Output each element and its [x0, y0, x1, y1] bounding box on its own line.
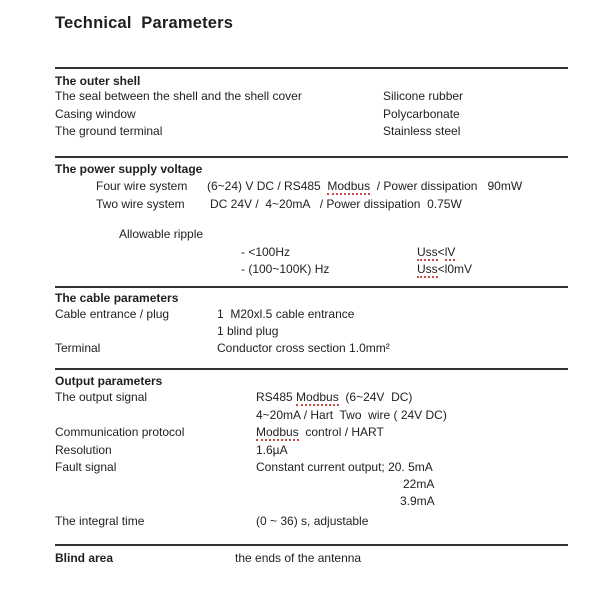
param-value: (0 ~ 36) s, adjustable	[256, 514, 369, 528]
section-divider	[55, 156, 568, 158]
ripple-limit	[417, 245, 455, 259]
param-value: 1 blind plug	[217, 324, 279, 338]
page-title: Technical Parameters	[55, 14, 234, 32]
spellcheck-marked-word: Uss	[417, 245, 438, 259]
param-value: Conductor cross section 1.0mm²	[217, 341, 390, 355]
section-divider	[55, 67, 568, 69]
param-label: The output signal	[55, 390, 148, 404]
value-text: / Power dissipation 90mW	[370, 179, 523, 193]
value-text: (6~24) V DC / RS485	[207, 179, 328, 193]
ripple-limit	[417, 262, 472, 276]
param-value: Silicone rubber	[383, 89, 464, 103]
param-value: 4~20mA / Hart Two wire ( 24V DC)	[256, 408, 447, 422]
param-value	[207, 179, 522, 193]
section-divider	[55, 368, 568, 370]
spellcheck-marked-word: Modbus	[296, 390, 339, 404]
section-heading-output: Output parameters	[55, 374, 163, 388]
value-text: RS485	[256, 390, 297, 404]
param-value	[256, 390, 412, 404]
ripple-frequency: - (100~100K) Hz	[241, 262, 330, 276]
ripple-frequency: - <100Hz	[241, 245, 291, 259]
param-label: Resolution	[55, 443, 112, 457]
value-text: <l0mV	[437, 262, 473, 276]
param-value: DC 24V / 4~20mA / Power dissipation 0.75W	[210, 197, 462, 211]
section-heading-cable: The cable parameters	[55, 291, 179, 305]
param-label: Fault signal	[55, 460, 117, 474]
section-heading-blind-area: Blind area	[55, 551, 114, 565]
param-value: Polycarbonate	[383, 107, 460, 121]
param-label: Two wire system	[96, 197, 185, 211]
param-label: Casing window	[55, 107, 136, 121]
param-label: The seal between the shell and the shell cover	[55, 89, 302, 103]
spellcheck-marked-word: lV	[444, 245, 456, 259]
value-text: (6~24V DC)	[338, 390, 413, 404]
section-divider	[55, 286, 568, 288]
param-value: 1 M20xl.5 cable entrance	[217, 307, 355, 321]
param-label: Communication protocol	[55, 425, 185, 439]
param-label: Allowable ripple	[119, 227, 204, 241]
param-value	[256, 425, 384, 439]
param-value: Stainless steel	[383, 124, 461, 138]
spellcheck-marked-word: Uss	[417, 262, 438, 276]
section-heading-outer-shell: The outer shell	[55, 74, 141, 88]
spellcheck-marked-word: Modbus	[256, 425, 299, 439]
value-text: <	[437, 245, 445, 259]
section-heading-power-supply: The power supply voltage	[55, 162, 203, 176]
param-value: 1.6µA	[256, 443, 288, 457]
param-label: The ground terminal	[55, 124, 163, 138]
value-text: control / HART	[298, 425, 384, 439]
param-value: 3.9mA	[400, 494, 435, 508]
spellcheck-marked-word: Modbus	[327, 179, 371, 193]
param-label: Cable entrance / plug	[55, 307, 170, 321]
param-label: Four wire system	[96, 179, 188, 193]
param-label: The integral time	[55, 514, 145, 528]
param-value: the ends of the antenna	[235, 551, 362, 565]
param-label: Terminal	[55, 341, 101, 355]
param-value: 22mA	[403, 477, 435, 491]
section-divider	[55, 544, 568, 546]
param-value: Constant current output; 20. 5mA	[256, 460, 433, 474]
